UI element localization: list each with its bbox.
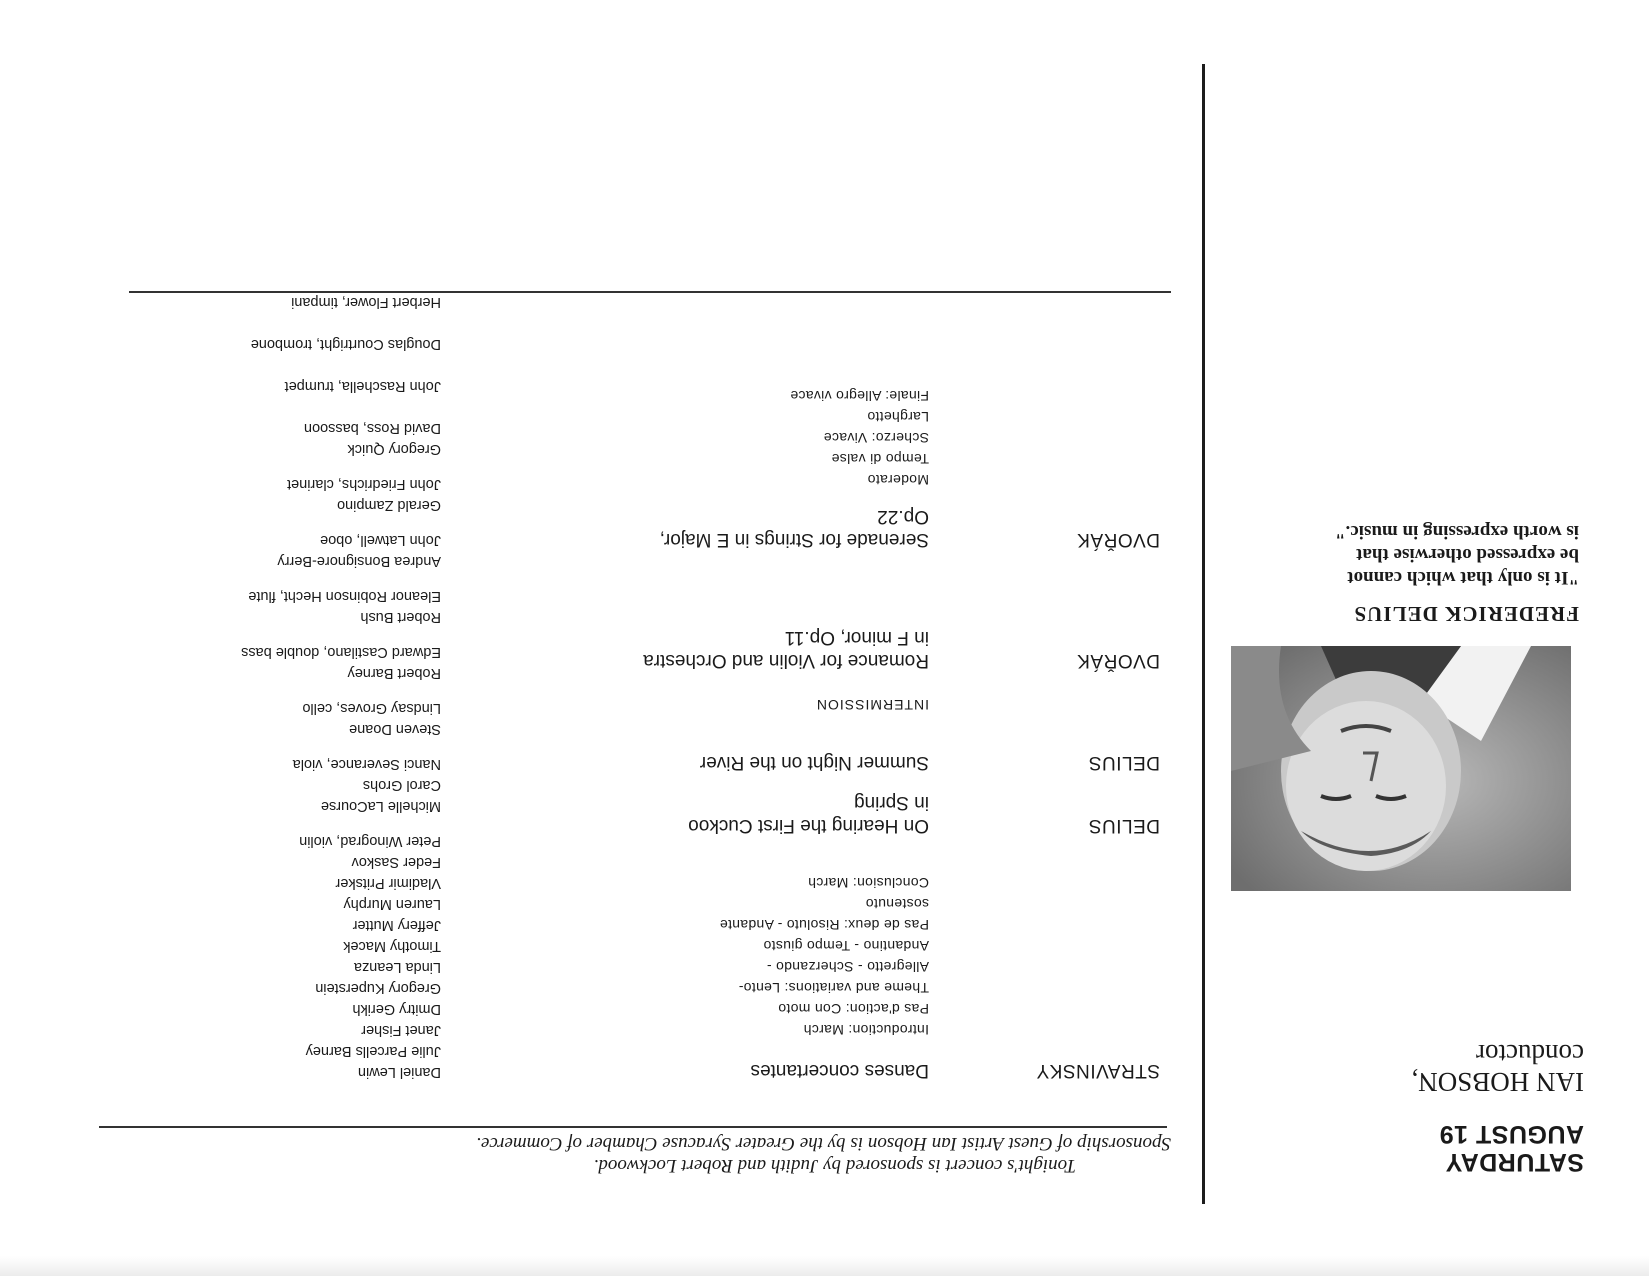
movement: Allegretto - Scherzando - — [766, 959, 929, 975]
musician: Dmitry Gerikh — [352, 1001, 441, 1017]
date-month-day: AUGUST 19 — [1439, 1120, 1584, 1148]
movement: Conclusion: March — [807, 875, 929, 891]
movement: Introduction: March — [803, 1022, 929, 1038]
musician: John Latwell, oboe — [320, 532, 441, 548]
musician: John Friedrichs, clarinet — [287, 476, 441, 492]
movement: Theme and variations: Lento- — [738, 980, 929, 996]
quote-line: is worth expressing in music." — [1334, 521, 1579, 542]
musician: Gregory Quick — [347, 441, 441, 457]
work-title: Romance for Violin and Orchestra — [643, 650, 929, 671]
date-day: SATURDAY — [1445, 1148, 1584, 1176]
work-title-continued: Op.22 — [877, 506, 929, 527]
musician: Eleanor Robinson Hecht, flute — [248, 588, 441, 604]
musician: Jeffery Mutter — [352, 917, 441, 933]
musician: Lauren Murphy — [343, 896, 441, 912]
quote-line: "It is only that which cannot — [1347, 567, 1579, 588]
movement: Pas d'action: Con moto — [778, 1001, 929, 1017]
musician: Michelle LaCourse — [320, 798, 441, 814]
composer-stravinsky: STRAVINSKY — [1036, 1060, 1160, 1081]
quote-author: FREDERICK DELIUS — [1353, 602, 1579, 626]
musician: Julie Parcells Barney — [305, 1043, 441, 1059]
movement: Moderato — [867, 472, 929, 488]
musician: Janet Fisher — [361, 1022, 441, 1038]
sponsorship-line-1: Tonight's concert is sponsored by Judith and Robert Lockwood. — [593, 1155, 1076, 1176]
work-title-continued: in F minor, Op.11 — [784, 627, 929, 648]
musician: Herbert Flower, timpani — [291, 294, 441, 310]
musician: Linda Leanza — [353, 959, 441, 975]
musician: Carol Grohs — [362, 777, 441, 793]
musician: Robert Barney — [347, 665, 441, 681]
quote-line: be expressed otherwise that — [1356, 544, 1579, 565]
musician: Gerald Zampino — [337, 497, 441, 513]
musician: Feder Saskov — [351, 854, 441, 870]
musician: Vladimir Pritsker — [335, 875, 441, 891]
composer-dvorak: DVOŘÁK — [1076, 650, 1160, 671]
musician: Andrea Bonsignore-Berry — [277, 553, 441, 569]
musician: Edward Castilano, double bass — [241, 644, 441, 660]
work-title: Serenade for Strings in E Major, — [659, 529, 929, 550]
movement: Pas de deux: Risoluto - Andante — [719, 917, 929, 933]
work-title: On Hearing the First Cuckoo — [688, 815, 929, 836]
musician: Daniel Lewin — [357, 1064, 441, 1080]
musician: Steven Doane — [349, 721, 441, 737]
intermission-label: INTERMISSION — [815, 697, 929, 713]
musician: Nanci Severance, viola — [292, 756, 441, 772]
composer-delius: DELIUS — [1088, 815, 1160, 836]
movement: Finale: Allegro vivace — [790, 388, 929, 404]
movement: Andantino - Tempo giusto — [763, 938, 929, 954]
musician: Peter Winograd, violin — [299, 833, 441, 849]
movement: Scherzo: Vivace — [823, 430, 929, 446]
work-title: Summer Night on the River — [699, 752, 929, 773]
musician: Douglas Courtright, trombone — [250, 336, 441, 352]
musician: Timothy Macek — [343, 938, 441, 954]
sponsorship-line-2: Sponsorship of Guest Artist Ian Hobson is by the Greater Syracuse Chamber of Commerce. — [476, 1133, 1171, 1154]
musician: John Raschella, trumpet — [284, 378, 441, 394]
conductor-role: conductor — [1476, 1039, 1584, 1069]
musician: Robert Bush — [360, 609, 441, 625]
bottom-divider — [129, 291, 1171, 293]
conductor-name: IAN HOBSON, — [1411, 1067, 1584, 1097]
musician: Gregory Kuperstein — [315, 980, 441, 996]
movement: Tempo di valse — [831, 451, 929, 467]
musician: Lindsay Groves, cello — [302, 700, 441, 716]
composer-dvorak: DVOŘÁK — [1076, 529, 1160, 550]
movement: Larghetto — [867, 409, 929, 425]
movement: sostenuto — [865, 896, 929, 912]
work-title: Danses concertantes — [750, 1060, 929, 1081]
composer-delius: DELIUS — [1088, 752, 1160, 773]
work-title-continued: in Spring — [854, 792, 929, 813]
musician: David Ross, bassoon — [303, 420, 441, 436]
